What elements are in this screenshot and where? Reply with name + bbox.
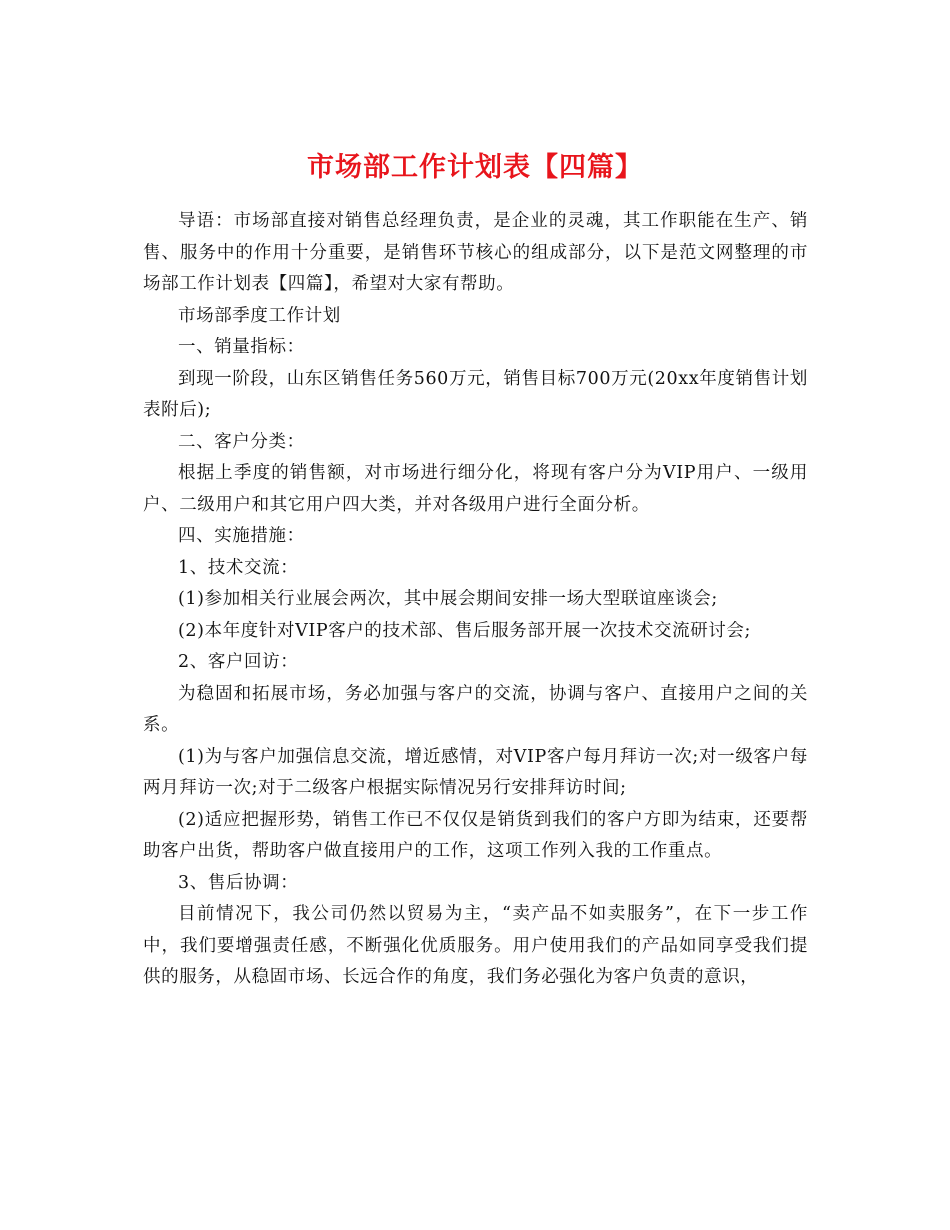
document-title: 市场部工作计划表【四篇】 <box>307 152 643 184</box>
section-heading-sales-target: 一、销量指标： <box>178 337 305 357</box>
paragraph-intro: 导语：市场部直接对销售总经理负责，是企业的灵魂，其工作职能在生产、销售、服务中的作用十分重要，是销售环节核心的组成部分，以下是范文网整理的市场部工作计划表【四篇】，希望对大家有帮助。 <box>143 211 808 294</box>
subheading-technical-exchange: 1、技术交流： <box>178 557 299 578</box>
section-heading-quarterly-plan: 市场部季度工作计划 <box>178 305 341 326</box>
paragraph-after-sales: 目前情况下，我公司仍然以贸易为主，“卖产品不如卖服务”，在下一步工作中，我们要增强责任感，不断强化优质服务。用户使用我们的产品如同享受我们提供的服务，从稳固市场、长远合作的角度，我们务必强化为客户负责的意识， <box>143 904 808 987</box>
list-item-visit-frequency: (1)为与客户加强信息交流，增近感情，对VIP客户每月拜访一次;对一级客户每两月拜访一次;对于二级客户根据实际情况另行安排拜访时间; <box>143 746 808 798</box>
paragraph-sales-target: 到现一阶段，山东区销售任务560万元，销售目标700万元(20xx年度销售计划表附后); <box>143 368 808 420</box>
paragraph-customer-visits: 为稳固和拓展市场，务必加强与客户的交流，协调与客户、直接用户之间的关系。 <box>143 683 808 735</box>
section-heading-customer-classification: 二、客户分类： <box>178 431 305 452</box>
list-item-sales-focus: (2)适应把握形势，销售工作已不仅仅是销货到我们的客户方即为结束，还要帮助客户出货，帮助客户做直接用户的工作，这项工作列入我的工作重点。 <box>143 809 808 861</box>
document-body <box>143 206 808 994</box>
list-item-vip-seminar: (2)本年度针对VIP客户的技术部、售后服务部开展一次技术交流研讨会; <box>178 620 752 641</box>
section-heading-measures: 四、实施措施： <box>178 526 305 546</box>
list-item-exhibition: (1)参加相关行业展会两次，其中展会期间安排一场大型联谊座谈会; <box>178 589 718 609</box>
paragraph-customer-classification: 根据上季度的销售额，对市场进行细分化，将现有客户分为VIP用户、一级用户、二级用户和其它用户四大类，并对各级用户进行全面分析。 <box>143 463 808 515</box>
subheading-customer-visits: 2、客户回访： <box>178 652 299 672</box>
subheading-after-sales: 3、售后协调： <box>178 872 299 893</box>
